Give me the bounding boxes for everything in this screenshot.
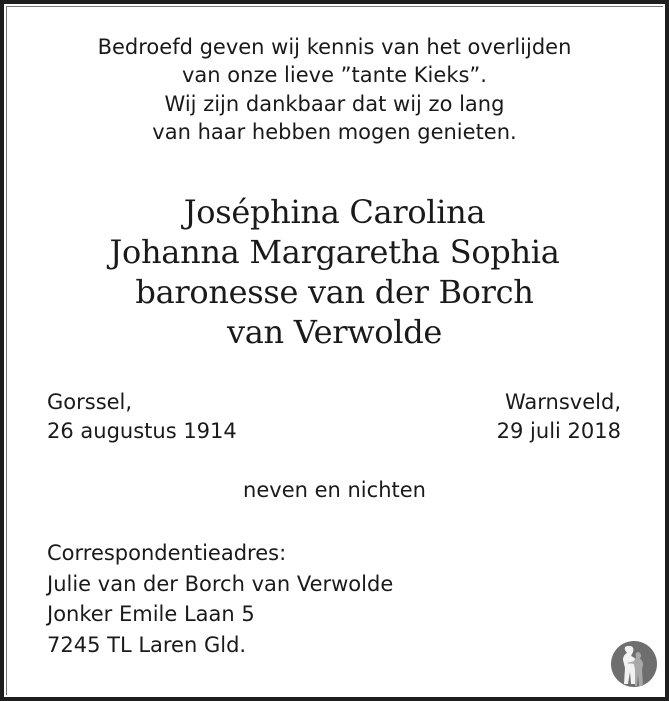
- address-line: Jonker Emile Laan 5: [47, 602, 255, 626]
- correspondence-address: [47, 538, 393, 660]
- death-info: [497, 388, 621, 446]
- death-date: 29 juli 2018: [496, 419, 621, 443]
- address-line: Correspondentieadres:: [47, 541, 287, 565]
- name-line: van Verwolde: [226, 313, 443, 351]
- birth-info: [47, 388, 237, 446]
- address-line: 7245 TL Laren Gld.: [47, 632, 247, 657]
- name-line: Joséphina Carolina: [183, 193, 486, 231]
- intro-line: van onze lieve ”tante Kieks”.: [182, 63, 487, 88]
- name-line: baronesse van der Borch: [135, 273, 534, 311]
- address-line: Julie van der Borch van Verwolde: [47, 571, 394, 596]
- birth-place: Gorssel,: [47, 390, 133, 414]
- intro-line: Bedroefd geven wij kennis van het overlijden: [97, 35, 572, 59]
- intro-line: van haar hebben mogen genieten.: [152, 119, 517, 144]
- name-line: Johanna Margaretha Sophia: [109, 233, 560, 271]
- birth-date: 26 augustus 1914: [47, 419, 237, 443]
- family-signature: neven en nichten: [243, 478, 426, 502]
- death-place: Warnsveld,: [505, 390, 621, 414]
- intro-line: Wij zijn dankbaar dat wij zo lang: [164, 91, 505, 116]
- deceased-name: [0, 192, 669, 352]
- intro-text: [0, 33, 669, 146]
- embracing-figures-logo-icon: [610, 640, 658, 688]
